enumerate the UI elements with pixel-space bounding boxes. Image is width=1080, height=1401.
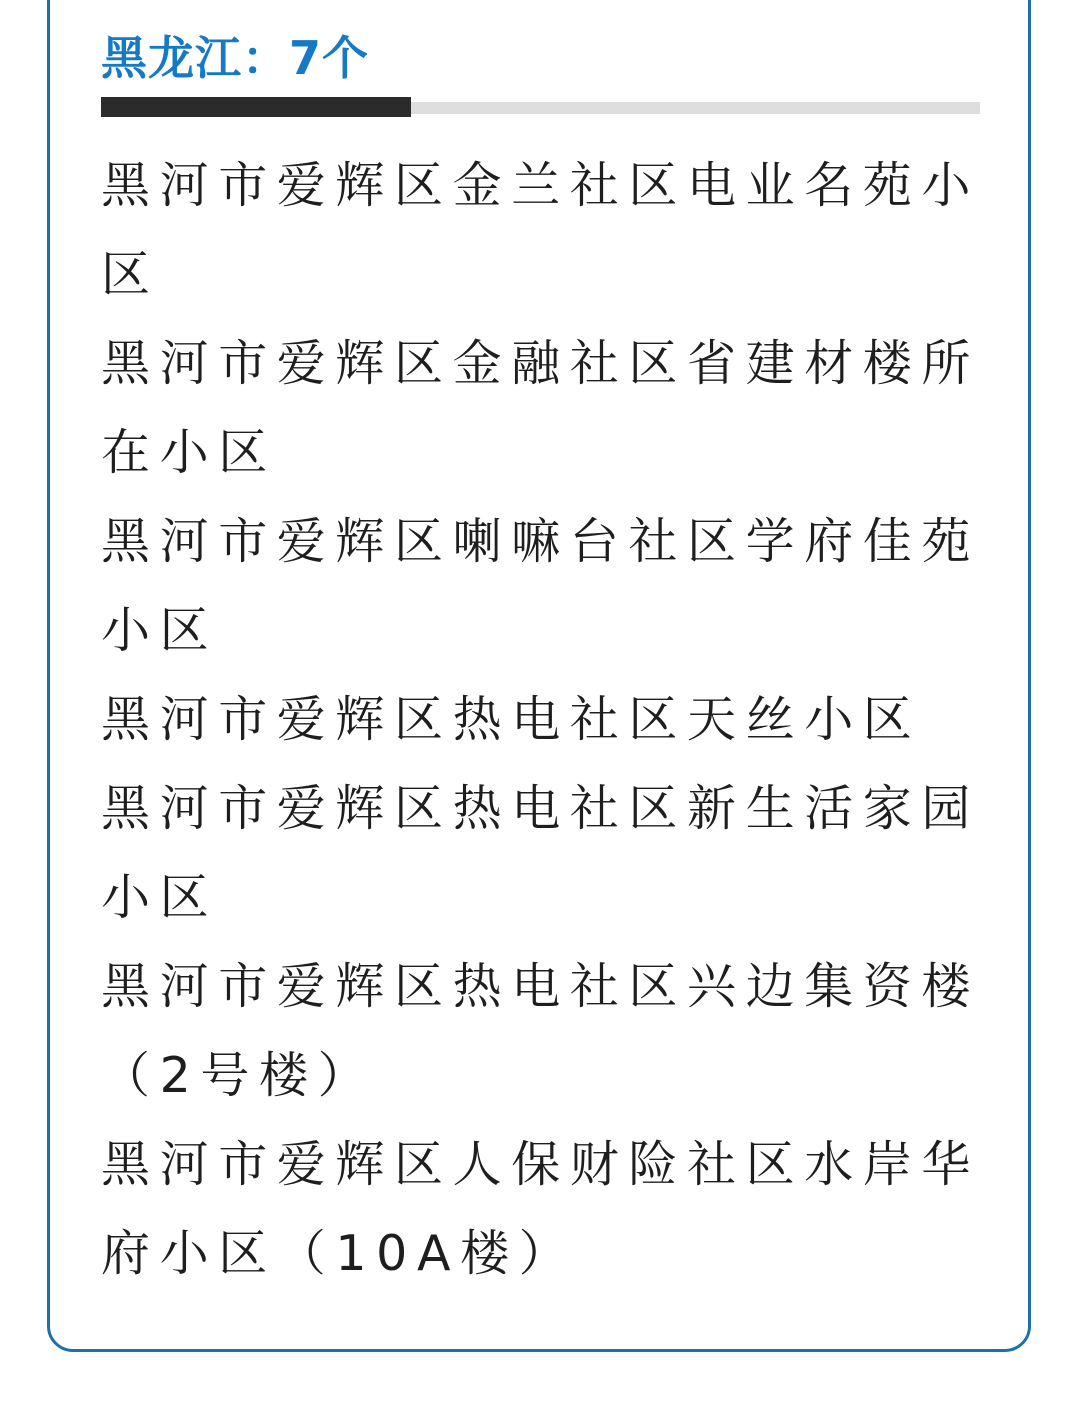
list-item: 黑河市爱辉区热电社区兴边集资楼（2号楼） bbox=[101, 958, 981, 1104]
list-item: 黑河市爱辉区人保财险社区水岸华府小区（10A楼） bbox=[101, 1136, 981, 1282]
section-heading: 黑龙江：7个 bbox=[101, 31, 370, 85]
list-item: 黑河市爱辉区喇嘛台社区学府佳苑小区 bbox=[101, 513, 981, 659]
heading-underline-accent bbox=[101, 97, 411, 117]
list-item: 黑河市爱辉区热电社区天丝小区 bbox=[101, 691, 922, 748]
list-item: 黑河市爱辉区金融社区省建材楼所在小区 bbox=[101, 335, 981, 481]
list-item: 黑河市爱辉区热电社区新生活家园小区 bbox=[101, 780, 981, 926]
list-item: 黑河市爱辉区金兰社区电业名苑小区 bbox=[101, 157, 981, 303]
community-list bbox=[101, 141, 980, 1298]
